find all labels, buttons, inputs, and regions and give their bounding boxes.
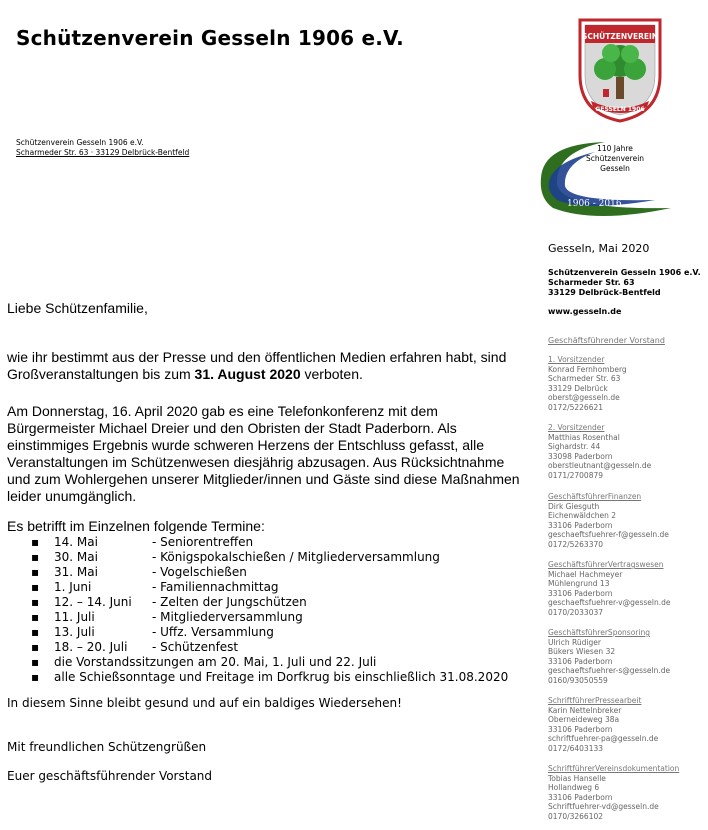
contact-block	[548, 492, 669, 550]
event-extra: die Vorstandssitzungen am 20. Mai, 1. Juli und 22. Juli	[54, 655, 377, 669]
list-item	[7, 655, 527, 670]
contact-role: GeschäftsführerFinanzen	[548, 492, 642, 501]
contact-name: Michael Hachmeyer	[548, 569, 623, 579]
contact-email[interactable]: geschaeftsfuehrer-v@gesseln.de	[548, 598, 671, 608]
paragraph-1	[7, 349, 522, 383]
letterhead-title: Schützenverein Gesseln 1906 e.V.	[16, 26, 404, 50]
contact-block	[548, 423, 651, 481]
closing-sentence: In diesem Sinne bleibt gesund und auf ein baldiges Wiedersehen!	[7, 696, 402, 710]
list-item	[7, 580, 527, 595]
contact-phone: 0170/3266102	[548, 811, 604, 821]
sender-name: Schützenverein Gesseln 1906 e.V.	[16, 138, 144, 147]
event-extra: alle Schießsonntage und Freitage im Dorfkrug bis einschließlich 31.08.2020	[54, 670, 509, 684]
contact-city: 33106 Paderborn	[548, 792, 613, 802]
list-item	[7, 565, 527, 580]
bullet: ▪	[31, 655, 40, 669]
event-description: - Vogelschießen	[152, 565, 247, 579]
contact-block	[548, 628, 670, 686]
contact-phone: 0171/2700879	[548, 470, 604, 480]
contact-role: 1. Vorsitzender	[548, 355, 605, 364]
contact-city: 33106 Paderborn	[548, 520, 613, 530]
contact-street: Oberneideweg 38a	[548, 715, 620, 725]
contact-role: SchriftführerPressearbeit	[548, 696, 642, 705]
contact-email[interactable]: geschaeftsfuehrer-s@gesseln.de	[548, 666, 671, 676]
event-description: - Schützenfest	[152, 640, 239, 654]
list-item	[7, 670, 527, 685]
contact-email[interactable]: Schriftfuehrer-vd@gesseln.de	[548, 802, 659, 812]
event-description: - Familiennachmittag	[152, 580, 279, 594]
event-date: 1. Juni	[54, 580, 92, 594]
contact-city: 33106 Paderborn	[548, 724, 613, 734]
contact-block	[548, 560, 670, 618]
club-crest-logo	[577, 17, 663, 123]
sender-line	[16, 138, 189, 158]
board-heading: Geschäftsführender Vorstand	[548, 336, 665, 345]
paragraph-2: Am Donnerstag, 16. April 2020 gab es eine Telefonkonferenz mit dem Bürgermeister Michael Dreier und den Obristen der Stadt Paderborn. Als einstimmiges Ergebnis wurde schweren Herzens der Entschluss gefasst, alle Veranstaltungen im Schützenwesen diesjährig abzusagen. Aus Rücksichtnahme und zum Wohlergehen unserer Mitglieder/innen und Gäste sind diese Maßnahmen leider unumgänglich.	[7, 403, 520, 504]
contact-email[interactable]: oberstleutnant@gesseln.de	[548, 461, 652, 471]
contact-email[interactable]: oberst@gesseln.de	[548, 393, 620, 403]
event-date: 13. Juli	[54, 625, 95, 639]
bullet: ▪	[31, 580, 40, 594]
website-link[interactable]: www.gesseln.de	[548, 307, 622, 316]
contact-name: Tobias Hanselle	[548, 773, 606, 783]
contact-city: 33098 Paderborn	[548, 451, 613, 461]
greeting: Mit freundlichen Schützengrüßen	[7, 740, 207, 754]
bullet: ▪	[31, 610, 40, 624]
list-item	[7, 625, 527, 640]
event-description: - Zelten der Jungschützen	[152, 595, 307, 609]
event-date: 30. Mai	[54, 550, 98, 564]
event-description: - Seniorentreffen	[152, 535, 254, 549]
anniversary-line-2: Schützenverein	[585, 154, 645, 163]
bullet: ▪	[31, 565, 40, 579]
signature: Euer geschäftsführender Vorstand	[7, 769, 213, 783]
event-list	[7, 535, 527, 685]
contact-block	[548, 696, 658, 754]
contact-phone: 0172/5263370	[548, 539, 604, 549]
event-date: 14. Mai	[54, 535, 98, 549]
event-date: 31. Mai	[54, 565, 98, 579]
contact-block	[548, 355, 627, 413]
crest-banner-text: SCHÜTZENVEREIN	[581, 32, 659, 41]
bullet: ▪	[31, 535, 40, 549]
anniversary-logo	[535, 138, 672, 220]
list-item	[7, 535, 527, 550]
anniversary-years-b: 1906 - 2006	[580, 176, 617, 183]
contact-role: GeschäftsführerVertragswesen	[548, 560, 664, 569]
letter-date: Gesseln, Mai 2020	[548, 242, 650, 255]
contact-role: GeschäftsführerSponsoring	[548, 628, 650, 637]
contact-block	[548, 764, 679, 822]
anniversary-line-3: Gesseln	[600, 164, 630, 173]
list-item	[7, 610, 527, 625]
contact-city: 33106 Paderborn	[548, 656, 613, 666]
contact-name: Dirk Giesguth	[548, 501, 600, 511]
contact-city: 33129 Delbrück	[548, 383, 608, 393]
crest-bottom-text: GESSELN 1906	[595, 106, 645, 113]
list-item	[7, 640, 527, 655]
bullet: ▪	[31, 550, 40, 564]
event-description: - Uffz. Versammlung	[152, 625, 274, 639]
bullet: ▪	[31, 640, 40, 654]
contact-name: Matthias Rosenthal	[548, 432, 620, 442]
contact-role: SchriftführerVereinsdokumentation	[548, 764, 680, 773]
contact-role: 2. Vorsitzender	[548, 423, 605, 432]
bullet: ▪	[31, 670, 40, 684]
bullet: ▪	[31, 625, 40, 639]
paragraph-1-text: wie ihr bestimmt aus der Presse und den öffentlichen Medien erfahren habt, sind Großveranstaltungen bis zum	[7, 349, 507, 382]
contact-phone: 0170/2033037	[548, 607, 604, 617]
contact-street: Bükers Wiesen 32	[548, 647, 616, 657]
contact-street: Hollandweg 6	[548, 783, 600, 793]
paragraph-1-end: verboten.	[300, 366, 363, 382]
contact-phone: 0160/93050559	[548, 675, 608, 685]
contact-name: Konrad Fernhomberg	[548, 364, 627, 374]
contact-email[interactable]: geschaeftsfuehrer-f@gesseln.de	[548, 530, 669, 540]
contact-name: Karin Nettelnbreker	[548, 705, 622, 715]
club-address-name: Schützenverein Gesseln 1906 e.V.	[548, 268, 701, 277]
contact-city: 33106 Paderborn	[548, 588, 613, 598]
event-date: 18. – 20. Juli	[54, 640, 128, 654]
list-item	[7, 550, 527, 565]
list-item	[7, 595, 527, 610]
contact-phone: 0172/5226621	[548, 402, 604, 412]
bullet: ▪	[31, 595, 40, 609]
contact-email[interactable]: schriftfuehrer-pa@gesseln.de	[548, 734, 659, 744]
anniversary-years-a: 1906 - 2016	[567, 199, 622, 209]
contact-name: Ulrich Rüdiger	[548, 637, 601, 647]
event-date: 12. – 14. Juni	[54, 595, 132, 609]
club-address-city: 33129 Delbrück-Bentfeld	[548, 288, 661, 297]
contact-street: Mühlengrund 13	[548, 579, 610, 589]
anniversary-years-c: 2009 - 2009	[575, 185, 615, 193]
event-description: - Mitgliederversammlung	[152, 610, 303, 624]
club-address-street: Scharmeder Str. 63	[548, 278, 635, 287]
event-description: - Königspokalschießen / Mitgliederversammlung	[152, 550, 440, 564]
contact-phone: 0172/6403133	[548, 743, 604, 753]
contact-street: Eichenwäldchen 2	[548, 511, 617, 521]
event-date: 11. Juli	[54, 610, 95, 624]
club-address	[548, 268, 701, 298]
anniversary-line-1: 110 Jahre	[597, 144, 633, 153]
sender-address: Scharmeder Str. 63 · 33129 Delbrück-Bentfeld	[16, 148, 190, 157]
contact-street: Sighardstr. 44	[548, 442, 601, 452]
salutation: Liebe Schützenfamilie,	[7, 300, 148, 316]
paragraph-1-deadline: 31. August 2020	[194, 366, 301, 382]
events-intro: Es betrifft im Einzelnen folgende Termine:	[7, 518, 265, 534]
contact-street: Scharmeder Str. 63	[548, 374, 621, 384]
